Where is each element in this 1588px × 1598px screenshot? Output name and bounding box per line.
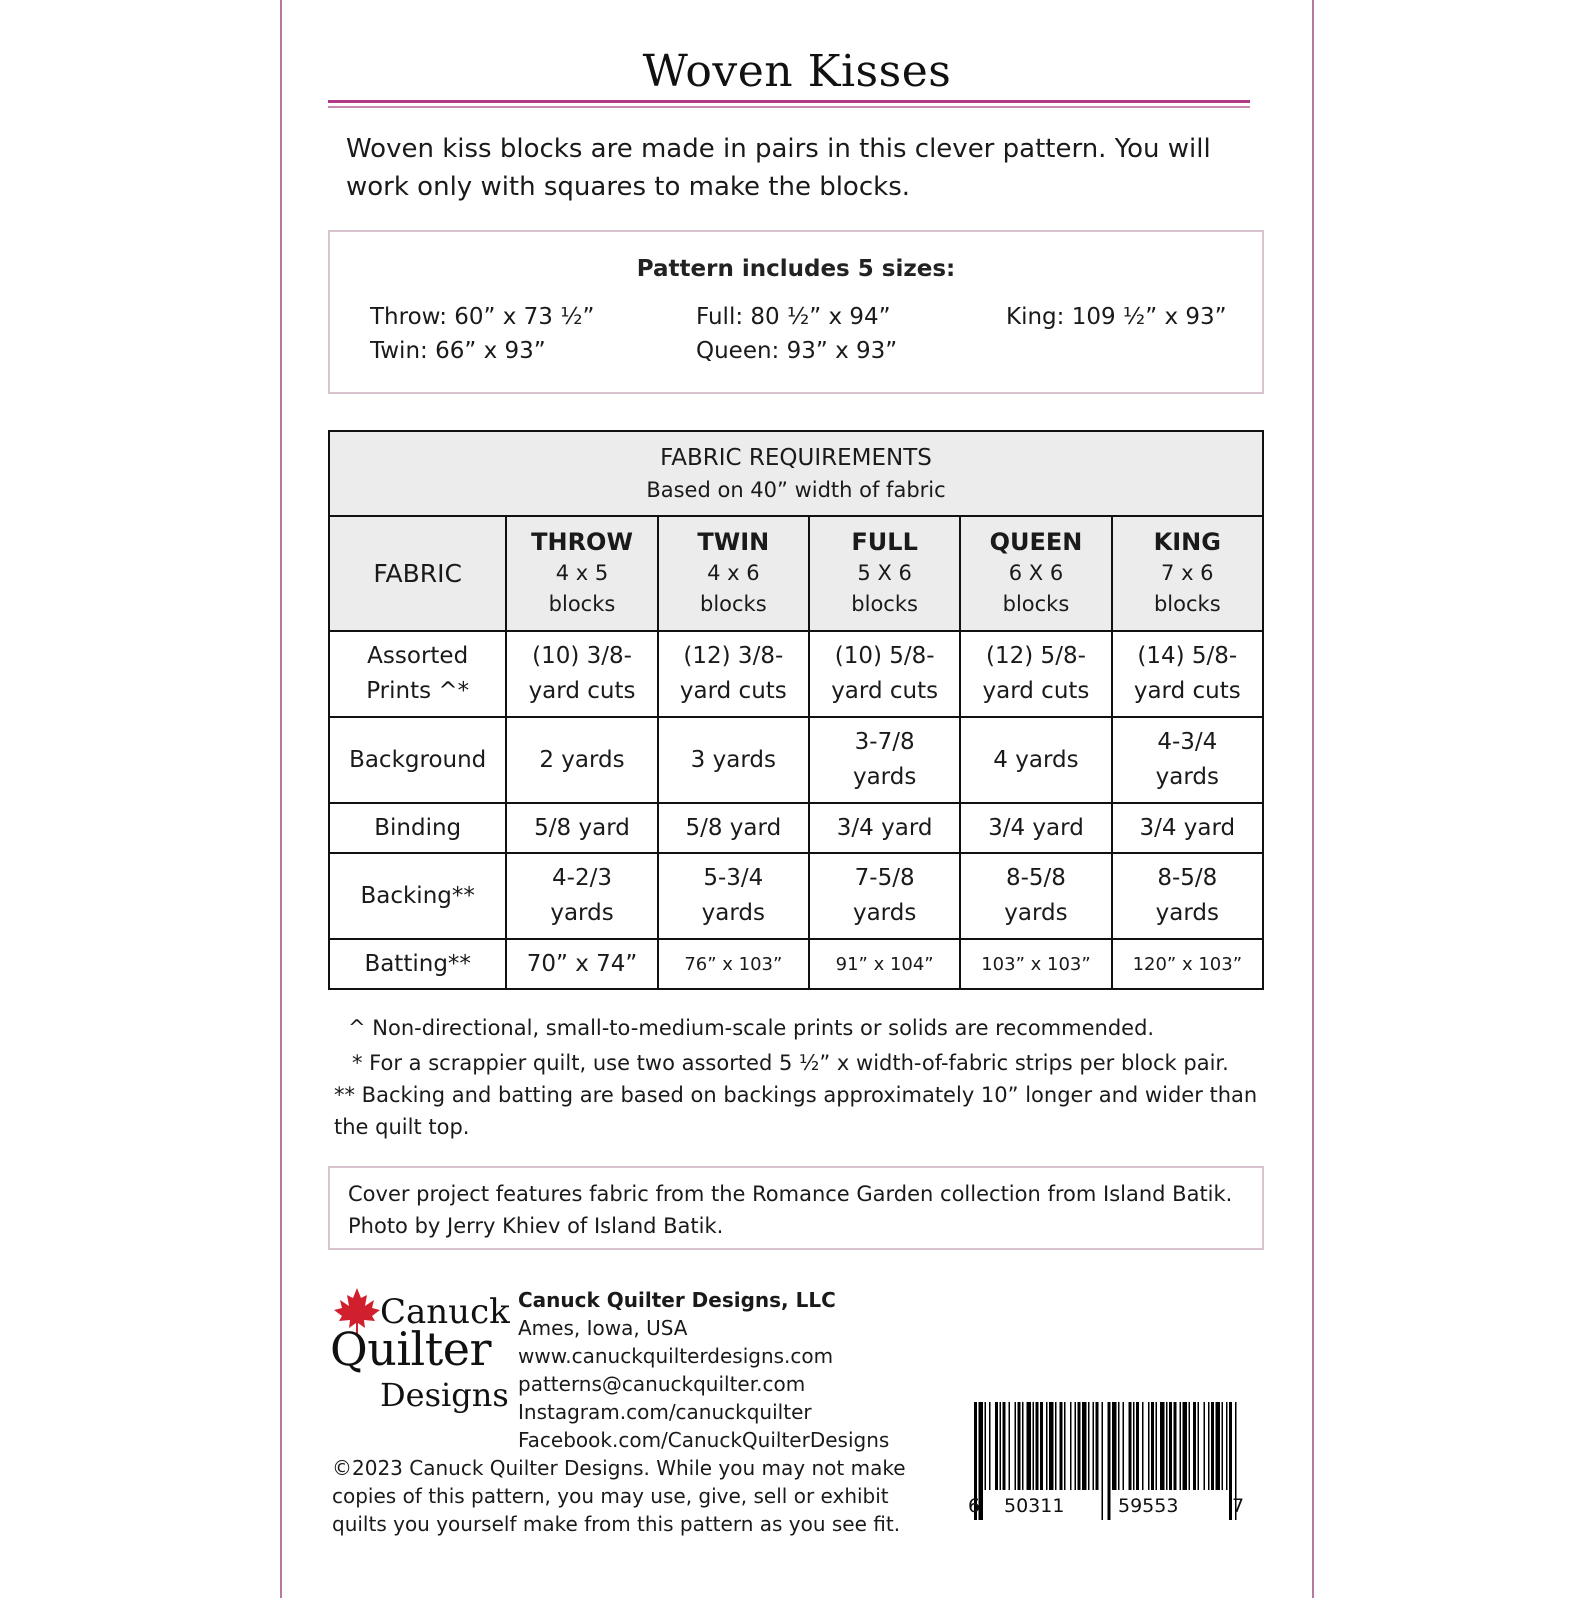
row-binding <box>329 803 1263 853</box>
company-website-link[interactable]: www.canuckquilterdesigns.com <box>518 1344 834 1368</box>
barcode-bar <box>1022 1402 1024 1490</box>
barcode-bar <box>1189 1402 1191 1490</box>
fabric-cell: Backing** <box>329 853 506 939</box>
value-cell: 3 yards <box>658 717 809 803</box>
value-cell: (12) 3/8- yard cuts <box>658 631 809 717</box>
barcode-bar <box>1102 1402 1104 1520</box>
barcode-bar <box>1064 1402 1066 1490</box>
barcode-bar <box>1000 1402 1002 1490</box>
value-cell: 4-2/3 yards <box>506 853 657 939</box>
table-header <box>329 431 1263 516</box>
size-full: Full: 80 ½” x 94” <box>696 304 891 330</box>
footnote-double-asterisk: ** Backing and batting are based on backings approximately 10” longer and wider than the quilt top. <box>334 1083 1258 1139</box>
barcode-digits-left: 50311 <box>1004 1495 1065 1517</box>
value-cell: 2 yards <box>506 717 657 803</box>
column-header-row <box>329 516 1263 631</box>
barcode-bar <box>1174 1402 1177 1490</box>
barcode-bar <box>1088 1402 1090 1490</box>
size-queen: Queen: 93” x 93” <box>696 338 898 364</box>
column-throw: THROW 4 x 5 blocks <box>506 516 657 631</box>
barcode-bar <box>1033 1402 1035 1490</box>
value-cell: (10) 5/8- yard cuts <box>809 631 960 717</box>
logo-word-designs: Designs <box>380 1376 509 1414</box>
barcode-bar <box>1123 1402 1125 1490</box>
barcode-bar <box>1027 1402 1032 1490</box>
instagram-link[interactable]: Instagram.com/canuckquilter <box>518 1400 812 1424</box>
barcode-bar <box>1112 1402 1117 1490</box>
barcode-bar <box>1108 1402 1111 1520</box>
value-cell: 7-5/8 yards <box>809 853 960 939</box>
size-throw: Throw: 60” x 73 ½” <box>370 304 595 330</box>
barcode-bar <box>1142 1402 1144 1490</box>
barcode-bar <box>985 1402 987 1490</box>
barcode-bar <box>1169 1402 1172 1490</box>
barcode-bar <box>1183 1402 1188 1490</box>
value-cell: 5/8 yard <box>658 803 809 853</box>
value-cell: (14) 5/8- yard cuts <box>1112 631 1263 717</box>
barcode-bar <box>1118 1402 1120 1490</box>
fabric-cell: Assorted Prints ^* <box>329 631 506 717</box>
column-king: KING 7 x 6 blocks <box>1112 516 1263 631</box>
barcode-bar <box>1180 1402 1182 1490</box>
barcode-bar <box>1018 1402 1021 1490</box>
barcode-bar <box>1003 1402 1006 1490</box>
value-cell: 103” x 103” <box>960 939 1111 989</box>
intro-text: Woven kiss blocks are made in pairs in this clever pattern. You will work only with squares to make the blocks. <box>346 134 1211 202</box>
barcode-bar <box>1082 1402 1087 1490</box>
barcode-digits-right: 59553 <box>1118 1495 1179 1517</box>
row-assorted-prints <box>329 631 1263 717</box>
barcode-bar <box>1222 1402 1224 1490</box>
barcode-bar <box>1148 1402 1150 1490</box>
value-cell: 8-5/8 yards <box>1112 853 1263 939</box>
sizes-heading: Pattern includes 5 sizes: <box>636 256 956 282</box>
fabric-cell: Batting** <box>329 939 506 989</box>
barcode-bar <box>1166 1402 1168 1490</box>
fabric-cell: Binding <box>329 803 506 853</box>
size-king: King: 109 ½” x 93” <box>1006 304 1227 330</box>
table-title: FABRIC REQUIREMENTS <box>660 444 932 471</box>
title-divider <box>328 100 1250 103</box>
logo-word-canuck: Canuck <box>380 1292 510 1332</box>
logo-word-quilter: Quilter <box>330 1322 491 1376</box>
barcode-bar <box>1193 1402 1196 1490</box>
barcode-bar <box>1009 1402 1011 1490</box>
barcode-bar <box>1198 1402 1200 1490</box>
credit-line-1: Cover project features fabric from the Romance Garden collection from Island Batik. <box>348 1182 1233 1206</box>
company-name: Canuck Quilter Designs, LLC <box>518 1288 836 1312</box>
company-info <box>518 1286 889 1454</box>
barcode-bar <box>989 1402 991 1490</box>
fabric-cell: Background <box>329 717 506 803</box>
column-full: FULL 5 X 6 blocks <box>809 516 960 631</box>
barcode-bar <box>995 1402 998 1490</box>
barcode-digit-first: 6 <box>968 1495 981 1517</box>
row-background <box>329 717 1263 803</box>
value-cell: 3/4 yard <box>809 803 960 853</box>
value-cell: 4-3/4 yards <box>1112 717 1263 803</box>
barcode-bar <box>1040 1402 1043 1490</box>
value-cell: 70” x 74” <box>506 939 657 989</box>
barcode-bar <box>1049 1402 1054 1490</box>
value-cell: (10) 3/8- yard cuts <box>506 631 657 717</box>
barcode-bar <box>1151 1402 1154 1490</box>
page-title: Woven Kisses <box>642 46 952 97</box>
barcode-bar <box>1204 1402 1206 1490</box>
row-batting <box>329 939 1263 989</box>
value-cell: 76” x 103” <box>658 939 809 989</box>
barcode-bar <box>1036 1402 1039 1490</box>
pattern-back-page <box>280 0 1314 1598</box>
footnote-asterisk: * For a scrappier quilt, use two assorted 5 ½” x width-of-fabric strips per block pair. <box>352 1051 1229 1075</box>
facebook-link[interactable]: Facebook.com/CanuckQuilterDesigns <box>518 1428 890 1452</box>
size-twin: Twin: 66” x 93” <box>370 338 546 364</box>
value-cell: 5-3/4 yards <box>658 853 809 939</box>
barcode-bar <box>1055 1402 1057 1490</box>
photo-credit-box <box>328 1166 1264 1250</box>
value-cell: (12) 5/8- yard cuts <box>960 631 1111 717</box>
barcode-bar <box>1129 1402 1132 1490</box>
column-queen: QUEEN 6 X 6 blocks <box>960 516 1111 631</box>
barcode-bar <box>1133 1402 1135 1490</box>
company-logo <box>330 1288 510 1418</box>
barcode-bar <box>1156 1402 1158 1490</box>
column-twin: TWIN 4 x 6 blocks <box>658 516 809 631</box>
barcode-bar <box>1226 1402 1228 1490</box>
barcode-bar <box>1136 1402 1139 1490</box>
barcode-bar <box>1160 1402 1165 1490</box>
value-cell: 4 yards <box>960 717 1111 803</box>
value-cell: 3-7/8 yards <box>809 717 960 803</box>
fabric-column-header: FABRIC <box>329 516 506 631</box>
barcode-digit-last: 7 <box>1232 1495 1245 1517</box>
value-cell: 5/8 yard <box>506 803 657 853</box>
value-cell: 3/4 yard <box>960 803 1111 853</box>
title-divider-thin <box>328 106 1250 108</box>
barcode-bar <box>1216 1402 1221 1490</box>
barcode-bar <box>1015 1402 1017 1490</box>
barcode-bar <box>1096 1402 1099 1490</box>
footnote-caret: ^ Non-directional, small-to-medium-scale prints or solids are recommended. <box>348 1016 1155 1040</box>
barcode-bar <box>1078 1402 1081 1490</box>
value-cell: 91” x 104” <box>809 939 960 989</box>
barcode-bar <box>1093 1402 1095 1490</box>
credit-line-2: Photo by Jerry Khiev of Island Batik. <box>348 1214 724 1238</box>
company-location: Ames, Iowa, USA <box>518 1316 688 1340</box>
value-cell: 120” x 103” <box>1112 939 1263 989</box>
copyright-notice: ©2023 Canuck Quilter Designs. While you may not make copies of this pattern, you may use, give, sell or exhibit quilts you yourself make from this pattern as you see fit. <box>332 1456 906 1536</box>
barcode-bar <box>1211 1402 1214 1490</box>
barcode-bar <box>1075 1402 1077 1490</box>
sizes-box <box>328 230 1264 394</box>
barcode-bar <box>1060 1402 1063 1490</box>
value-cell: 3/4 yard <box>1112 803 1263 853</box>
barcode-bar <box>1046 1402 1048 1490</box>
barcode-bar <box>1208 1402 1210 1490</box>
barcode-bar <box>1070 1402 1072 1490</box>
row-backing <box>329 853 1263 939</box>
value-cell: 8-5/8 yards <box>960 853 1111 939</box>
table-subtitle: Based on 40” width of fabric <box>646 477 946 502</box>
fabric-requirements-table <box>328 430 1264 990</box>
company-email-link[interactable]: patterns@canuckquilter.com <box>518 1372 806 1396</box>
